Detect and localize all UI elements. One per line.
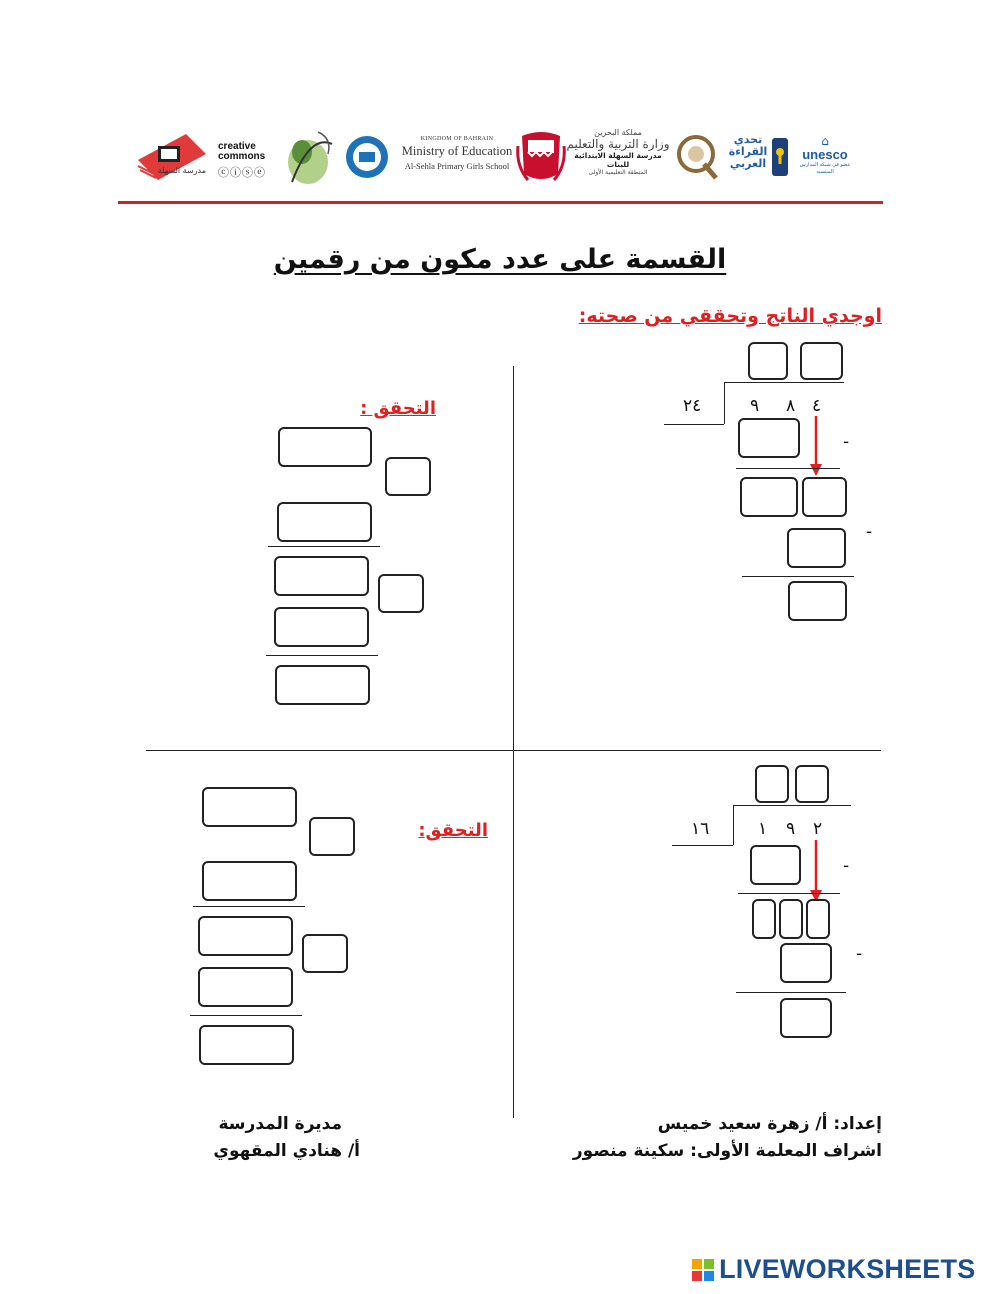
subtraction-line bbox=[736, 992, 846, 993]
division-bracket bbox=[733, 805, 734, 845]
q-logo bbox=[676, 132, 720, 182]
temple-icon: ⌂ bbox=[821, 134, 829, 148]
answer-box[interactable] bbox=[806, 899, 830, 939]
check-box[interactable] bbox=[202, 787, 297, 827]
header-rule bbox=[118, 201, 883, 204]
answer-box[interactable] bbox=[787, 528, 846, 568]
answer-box[interactable] bbox=[750, 845, 801, 885]
answer-box[interactable] bbox=[740, 477, 798, 517]
divisor: ١٦ bbox=[691, 819, 710, 839]
check-box[interactable] bbox=[309, 817, 355, 856]
check-box[interactable] bbox=[198, 967, 293, 1007]
check-line bbox=[266, 655, 378, 656]
check-label: التحقق: bbox=[418, 820, 488, 841]
check-box[interactable] bbox=[274, 607, 369, 647]
check-box[interactable] bbox=[278, 427, 372, 467]
school-logo: مدرسة السهلة bbox=[136, 130, 208, 182]
minus-sign: - bbox=[843, 856, 850, 876]
dividend-digit: ٤ bbox=[812, 396, 822, 416]
dividend-digit: ١ bbox=[758, 819, 768, 839]
quotient-box[interactable] bbox=[795, 765, 829, 803]
dividend-digit: ٩ bbox=[786, 819, 796, 839]
dividend-digit: ٨ bbox=[786, 396, 796, 416]
liveworksheets-brand bbox=[692, 1254, 975, 1284]
answer-box[interactable] bbox=[788, 581, 847, 621]
check-line bbox=[190, 1015, 302, 1016]
answer-box[interactable] bbox=[780, 943, 832, 983]
subtraction-line bbox=[742, 576, 854, 577]
bahrain-emblem bbox=[516, 126, 566, 186]
check-line bbox=[193, 906, 305, 907]
quotient-box[interactable] bbox=[800, 342, 843, 380]
ministry-logo: KINGDOM OF BAHRAIN Ministry of Education Al-Sehla Primary Girls School bbox=[401, 136, 513, 171]
arabic-ministry-logo: مملكة البحرين وزارة التربية والتعليم مدرسة السهلة الابتدائية للبنات المنطقة التعليمية الأولى bbox=[566, 128, 670, 176]
page-title: القسمة على عدد مكون من رقمين bbox=[273, 244, 727, 275]
principal-title: مديرة المدرسة bbox=[218, 1114, 342, 1134]
dividend-digit: ٩ bbox=[750, 396, 760, 416]
principal-name: أ/ هنادي المقهوي bbox=[213, 1141, 360, 1161]
check-box[interactable] bbox=[274, 556, 369, 596]
check-box[interactable] bbox=[277, 502, 372, 542]
check-label: التحقق : bbox=[360, 398, 436, 419]
check-box[interactable] bbox=[302, 934, 348, 973]
minus-sign: - bbox=[856, 944, 863, 964]
check-box[interactable] bbox=[385, 457, 431, 496]
check-line bbox=[268, 546, 380, 547]
vertical-divider bbox=[513, 366, 514, 1118]
lws-logo-icon bbox=[692, 1259, 714, 1281]
check-box[interactable] bbox=[198, 916, 293, 956]
bring-down-arrow bbox=[808, 840, 824, 904]
instruction: اوجدي الناتج وتحققي من صحته: bbox=[578, 305, 882, 327]
minus-sign: - bbox=[866, 522, 873, 542]
answer-box[interactable] bbox=[802, 477, 847, 517]
reading-challenge-logo: تحدي القراءة العربي bbox=[728, 133, 768, 170]
supervision: اشراف المعلمة الأولى: سكينة منصور bbox=[572, 1141, 882, 1161]
unesco-logo: ⌂ unesco عضو في شبكة المدارس المنتسبة bbox=[794, 134, 856, 176]
check-box[interactable] bbox=[202, 861, 297, 901]
division-bracket bbox=[724, 382, 725, 424]
check-box[interactable] bbox=[199, 1025, 294, 1065]
minus-sign: - bbox=[843, 432, 850, 452]
answer-box[interactable] bbox=[738, 418, 800, 458]
answer-box[interactable] bbox=[752, 899, 776, 939]
dividend-digit: ٢ bbox=[813, 819, 823, 839]
lws-text: LIVEWORKSHEETS bbox=[719, 1254, 976, 1284]
answer-box[interactable] bbox=[779, 899, 803, 939]
keyhole-icon bbox=[770, 136, 790, 178]
subtraction-line bbox=[738, 893, 840, 894]
circle-logo bbox=[344, 134, 390, 180]
creative-commons-logo: creative commons ⓒⓘⓢⓔ bbox=[218, 142, 278, 172]
divisor-underline bbox=[672, 845, 733, 846]
division-bar bbox=[724, 382, 844, 383]
answer-box[interactable] bbox=[780, 998, 832, 1038]
horizontal-divider bbox=[146, 750, 881, 751]
cc-icons: ⓒⓘⓢⓔ bbox=[218, 166, 266, 179]
check-box[interactable] bbox=[275, 665, 370, 705]
check-box[interactable] bbox=[378, 574, 424, 613]
divisor: ٢٤ bbox=[683, 396, 702, 416]
quotient-box[interactable] bbox=[748, 342, 788, 380]
division-bar bbox=[733, 805, 851, 806]
header-logos bbox=[130, 120, 870, 195]
prepared-by: إعداد: أ/ زهرة سعيد خميس bbox=[657, 1114, 882, 1134]
quotient-box[interactable] bbox=[755, 765, 789, 803]
subtraction-line bbox=[736, 468, 840, 469]
plant-logo bbox=[282, 124, 338, 190]
divisor-underline bbox=[664, 424, 724, 425]
